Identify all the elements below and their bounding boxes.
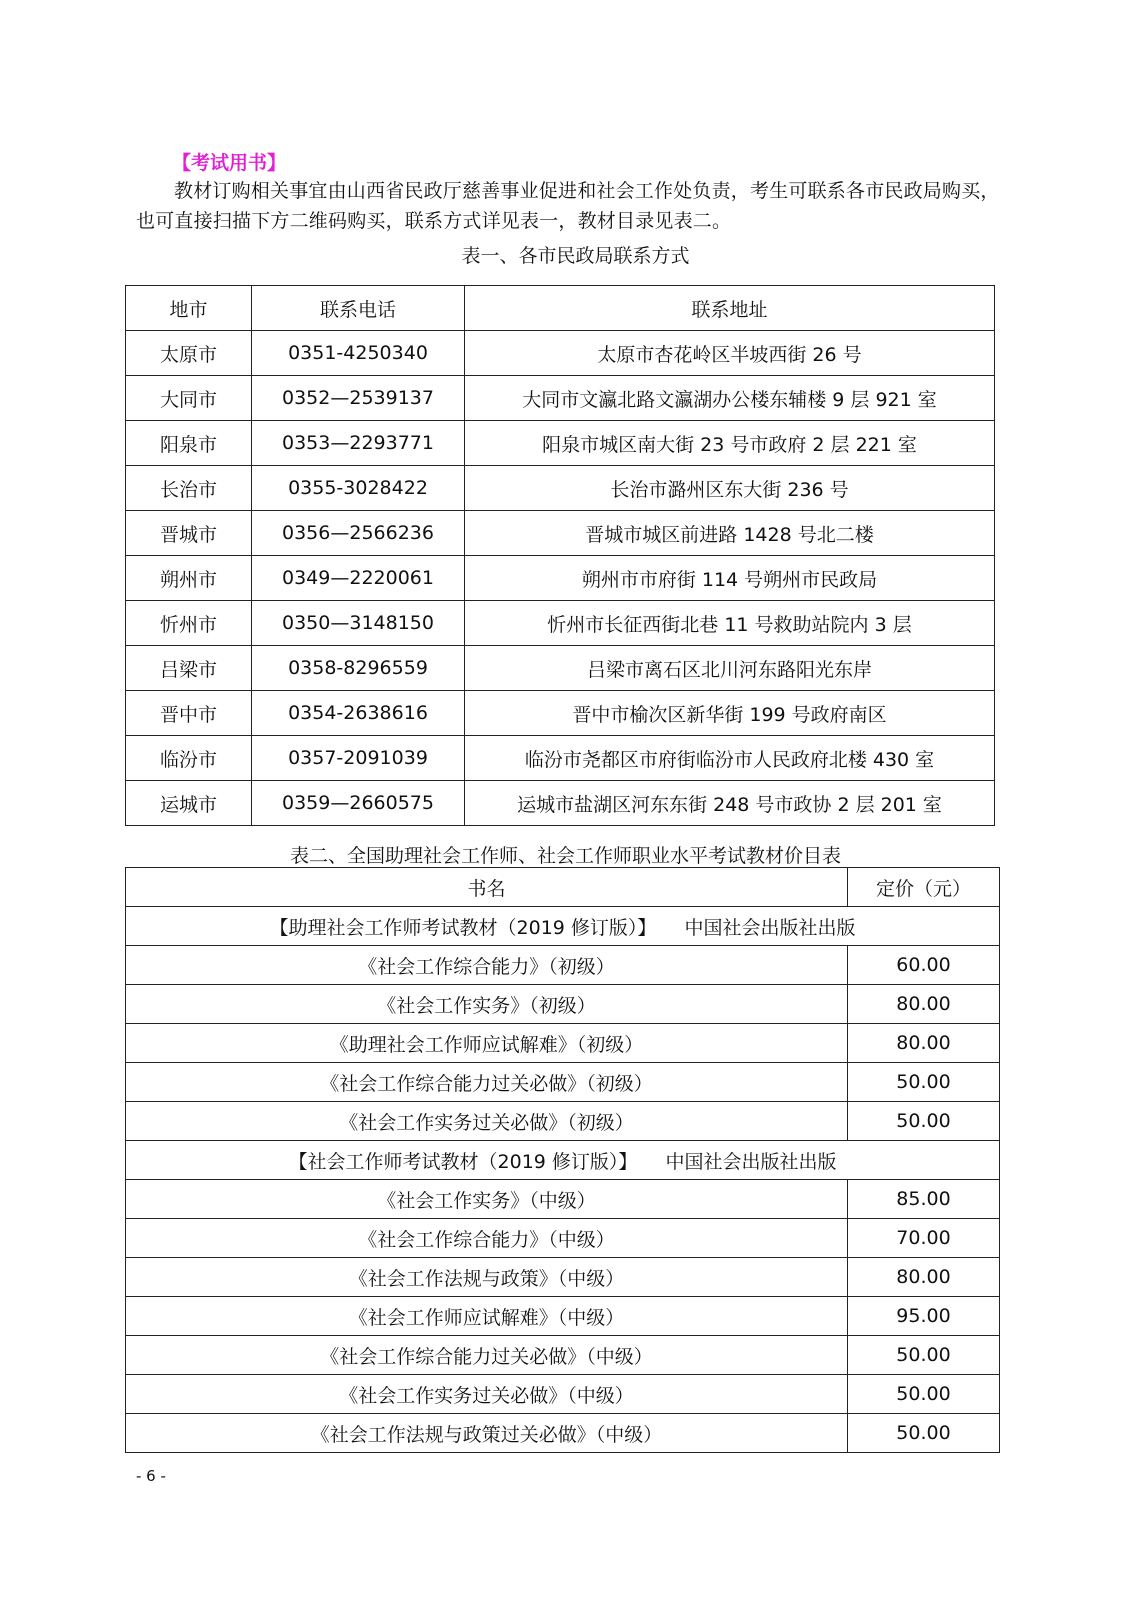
phone-cell: 0352—2539137 — [252, 376, 465, 421]
table1-caption: 表一、各市民政局联系方式 — [461, 245, 690, 267]
city-cell: 朔州市 — [126, 556, 252, 601]
phone-cell: 0349—2220061 — [252, 556, 465, 601]
phone-cell: 0358-8296559 — [252, 646, 465, 691]
price-cell: 70.00 — [848, 1219, 1000, 1258]
header-price: 定价（元） — [848, 868, 1000, 907]
price-cell: 50.00 — [848, 1414, 1000, 1453]
address-cell: 临汾市尧都区市府街临汾市人民政府北楼 430 室 — [465, 736, 995, 781]
group-title: 【助理社会工作师考试教材（2019 修订版）】 — [269, 916, 657, 939]
contact-table — [125, 285, 995, 826]
header-city: 地市 — [126, 286, 252, 331]
city-cell: 晋中市 — [126, 691, 252, 736]
phone-cell: 0357-2091039 — [252, 736, 465, 781]
address-cell: 太原市杏花岭区半坡西街 26 号 — [465, 331, 995, 376]
city-cell: 临汾市 — [126, 736, 252, 781]
book-name-cell: 《社会工作实务过关必做》（初级） — [126, 1102, 848, 1141]
group-title-cell — [126, 907, 1000, 946]
phone-cell: 0350—3148150 — [252, 601, 465, 646]
group-row — [126, 1141, 1000, 1180]
price-cell: 50.00 — [848, 1336, 1000, 1375]
address-cell: 忻州市长征西街北巷 11 号救助站院内 3 层 — [465, 601, 995, 646]
table-row — [126, 736, 995, 781]
table-row — [126, 511, 995, 556]
city-cell: 太原市 — [126, 331, 252, 376]
book-name-cell: 《社会工作实务》（中级） — [126, 1180, 848, 1219]
price-cell: 50.00 — [848, 1063, 1000, 1102]
address-cell: 大同市文瀛北路文瀛湖办公楼东辅楼 9 层 921 室 — [465, 376, 995, 421]
header-phone: 联系电话 — [252, 286, 465, 331]
price-cell: 80.00 — [848, 1024, 1000, 1063]
book-name-cell: 《社会工作综合能力》（初级） — [126, 946, 848, 985]
table-row — [126, 1375, 1000, 1414]
table-row — [126, 691, 995, 736]
price-cell: 50.00 — [848, 1375, 1000, 1414]
table-row — [126, 1102, 1000, 1141]
price-table — [125, 867, 1000, 1453]
book-name-cell: 《社会工作法规与政策过关必做》（中级） — [126, 1414, 848, 1453]
table-row — [126, 1258, 1000, 1297]
city-cell: 阳泉市 — [126, 421, 252, 466]
table-row — [126, 946, 1000, 985]
table-row — [126, 1297, 1000, 1336]
city-cell: 大同市 — [126, 376, 252, 421]
address-cell: 长治市潞州区东大街 236 号 — [465, 466, 995, 511]
address-cell: 朔州市市府街 114 号朔州市民政局 — [465, 556, 995, 601]
price-cell: 85.00 — [848, 1180, 1000, 1219]
table-row — [126, 466, 995, 511]
city-cell: 长治市 — [126, 466, 252, 511]
phone-cell: 0354-2638616 — [252, 691, 465, 736]
book-name-cell: 《社会工作实务》（初级） — [126, 985, 848, 1024]
table-row — [126, 1336, 1000, 1375]
group-row — [126, 907, 1000, 946]
table-row — [126, 646, 995, 691]
book-name-cell: 《社会工作综合能力过关必做》（中级） — [126, 1336, 848, 1375]
group-publisher: 中国社会出版社出版 — [684, 916, 856, 939]
book-name-cell: 《助理社会工作师应试解难》（初级） — [126, 1024, 848, 1063]
address-cell: 晋城市城区前进路 1428 号北二楼 — [465, 511, 995, 556]
table-row — [126, 781, 995, 826]
header-book-name: 书名 — [126, 868, 848, 907]
header-address: 联系地址 — [465, 286, 995, 331]
city-cell: 忻州市 — [126, 601, 252, 646]
address-cell: 吕梁市离石区北川河东路阳光东岸 — [465, 646, 995, 691]
phone-cell: 0359—2660575 — [252, 781, 465, 826]
table-row — [126, 985, 1000, 1024]
city-cell: 吕梁市 — [126, 646, 252, 691]
table-row — [126, 421, 995, 466]
price-cell: 60.00 — [848, 946, 1000, 985]
phone-cell: 0356—2566236 — [252, 511, 465, 556]
table-row — [126, 601, 995, 646]
group-title-cell — [126, 1141, 1000, 1180]
table-header-row — [126, 286, 995, 331]
group-publisher: 中国社会出版社出版 — [665, 1150, 837, 1173]
section-heading: 【考试用书】 — [172, 152, 287, 174]
price-cell: 80.00 — [848, 1258, 1000, 1297]
table-row — [126, 556, 995, 601]
address-cell: 阳泉市城区南大街 23 号市政府 2 层 221 室 — [465, 421, 995, 466]
book-name-cell: 《社会工作综合能力过关必做》（初级） — [126, 1063, 848, 1102]
table-row — [126, 1219, 1000, 1258]
book-name-cell: 《社会工作法规与政策》（中级） — [126, 1258, 848, 1297]
table-row — [126, 1063, 1000, 1102]
address-cell: 晋中市榆次区新华街 199 号政府南区 — [465, 691, 995, 736]
table-row — [126, 1180, 1000, 1219]
intro-paragraph: 教材订购相关事宜由山西省民政厅慈善事业促进和社会工作处负责，考生可联系各市民政局购买，也可直接扫描下方二维码购买，联系方式详见表一，教材目录见表二。 — [136, 180, 1000, 232]
table-row — [126, 1024, 1000, 1063]
price-cell: 50.00 — [848, 1102, 1000, 1141]
table-row — [126, 376, 995, 421]
table-row — [126, 331, 995, 376]
price-cell: 80.00 — [848, 985, 1000, 1024]
phone-cell: 0353—2293771 — [252, 421, 465, 466]
table-row — [126, 1414, 1000, 1453]
price-cell: 95.00 — [848, 1297, 1000, 1336]
phone-cell: 0355-3028422 — [252, 466, 465, 511]
book-name-cell: 《社会工作师应试解难》（中级） — [126, 1297, 848, 1336]
city-cell: 晋城市 — [126, 511, 252, 556]
group-title: 【社会工作师考试教材（2019 修订版）】 — [288, 1150, 638, 1173]
address-cell: 运城市盐湖区河东东街 248 号市政协 2 层 201 室 — [465, 781, 995, 826]
phone-cell: 0351-4250340 — [252, 331, 465, 376]
city-cell: 运城市 — [126, 781, 252, 826]
table2-caption: 表二、全国助理社会工作师、社会工作师职业水平考试教材价目表 — [289, 845, 841, 867]
book-name-cell: 《社会工作实务过关必做》（中级） — [126, 1375, 848, 1414]
page-number: - 6 - — [136, 1467, 166, 1485]
book-name-cell: 《社会工作综合能力》（中级） — [126, 1219, 848, 1258]
table-header-row — [126, 868, 1000, 907]
